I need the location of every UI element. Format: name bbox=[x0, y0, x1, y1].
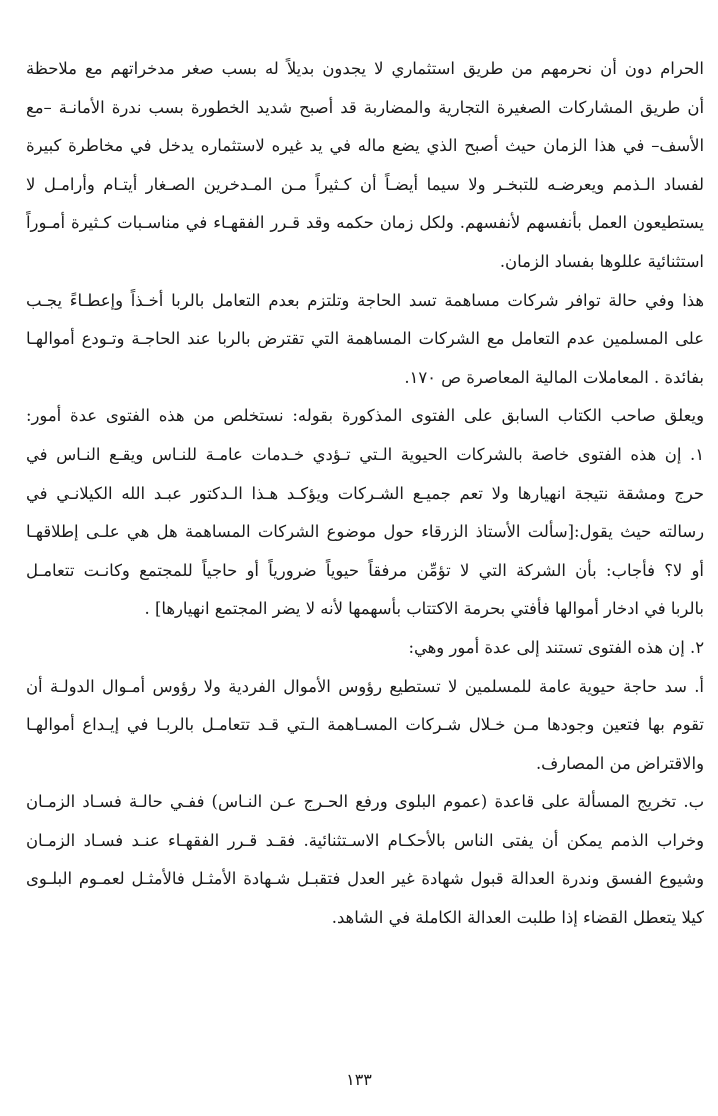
text-line: أن طريق المشاركات الصغيرة التجارية والمضاربة قد أصبح شديد الخطورة بسب ندرة الأمانـة –مع bbox=[26, 97, 704, 117]
text-line: أو لا؟ فأجاب: بأن الشركة التي لا تؤمِّن مرفقاً حيوياً ضرورياً أو حاجياً للمجتمع وكانـت تتعامـل bbox=[26, 560, 704, 580]
text-line: وشيوع الفسق وندرة العدالة قبول شهادة غير العدل فتقبـل شـهادة الأمثـل فالأمثـل لعمـوم البلـوى bbox=[26, 869, 704, 889]
document-page bbox=[26, 50, 704, 1050]
text-line: رسالته حيث يقول:[سألت الأستاذ الزرقاء حول موضوع الشركات المساهمة هل هي علـى إطلاقهـا bbox=[26, 522, 704, 542]
text-line: هذا وفي حالة توافر شركات مساهمة تسد الحاجة وتلتزم بعدم التعامل بالربا أخـذاً وإعطـاءً يجـب bbox=[26, 290, 704, 310]
text-line: ويعلق صاحب الكتاب السابق على الفتوى المذكورة بقوله: نستخلص من هذه الفتوى عدة أمور: bbox=[26, 406, 704, 426]
text-line: لفساد الـذمم ويعرضـه للتبخـر ولا سيما أيضـاً أن كـثيراً مـن المـدخرين الصـغار أيتـام وأرامـل لا bbox=[26, 174, 704, 194]
text-line: بفائدة . المعاملات المالية المعاصرة ص ١٧٠. bbox=[404, 367, 704, 387]
text-line: ١. إن هذه الفتوى خاصة بالشركات الحيوية الـتي تـؤدي خـدمات عامـة للنـاس ويقـع النـاس في bbox=[26, 444, 704, 464]
text-line: بالربا في ادخار أموالها فأفتي بحرمة الاكتتاب بأسهمها لأنه لا يضر المجتمع انهيارها] . bbox=[144, 599, 704, 619]
text-line: حرج ومشقة نتيجة انهيارها ولا تعم جميـع الشـركات ويؤكـد هـذا الـدكتور عبـد الله الكيلانـي في bbox=[26, 483, 704, 503]
text-line: ب. تخريج المسألة على قاعدة (عموم البلوى ورفع الحـرج عـن النـاس) ففـي حالـة فسـاد الزمـان bbox=[26, 792, 704, 812]
text-line: يستطيعون العمل بأنفسهم لأنفسهم. ولكل زمان حكمه وقد قـرر الفقهـاء في مناسـبات كـثيرة أمـوراً bbox=[26, 213, 704, 233]
text-line: استثنائية عللوها بفساد الزمان. bbox=[499, 251, 704, 271]
text-line: تقوم بها فتعين وجودها مـن خـلال شـركات المسـاهمة الـتي قـد تتعامـل بالربـا في إيـداع أموالهـا bbox=[26, 715, 704, 735]
text-line: على المسلمين عدم التعامل مع الشركات المساهمة التي تقترض بالربا عند الحاجـة وتـودع أموالهـا bbox=[26, 329, 704, 349]
text-line: الحرام دون أن نحرمهم من طريق استثماري لا يجدون بديلاً له بسب صغر مدخراتهم مع ملاحظة bbox=[26, 59, 704, 78]
text-line: ٢. إن هذه الفتوى تستند إلى عدة أمور وهي: bbox=[408, 637, 704, 657]
text-line: والاقتراض من المصارف. bbox=[535, 753, 704, 773]
page-number: ١٣٣ bbox=[346, 1070, 372, 1089]
text-line: وخراب الذمم يمكن أن يفتى الناس بالأحكـام الاسـتثنائية. فقـد قـرر الفقهـاء عنـد فسـاد الزمـان bbox=[26, 830, 704, 850]
text-line: كيلا يتعطل القضاء إذا طلبت العدالة الكاملة في الشاهد. bbox=[331, 908, 704, 928]
text-line: الأسف– في هذا الزمان حيث أصبح الذي يضع ماله في يد غيره لاستثماره يدخل في مخاطرة كبيرة bbox=[26, 136, 704, 156]
text-line: أ. سد حاجة حيوية عامة للمسلمين لا تستطيع رؤوس الأموال الفردية ولا رؤوس أمـوال الدولـة أن bbox=[26, 676, 704, 696]
